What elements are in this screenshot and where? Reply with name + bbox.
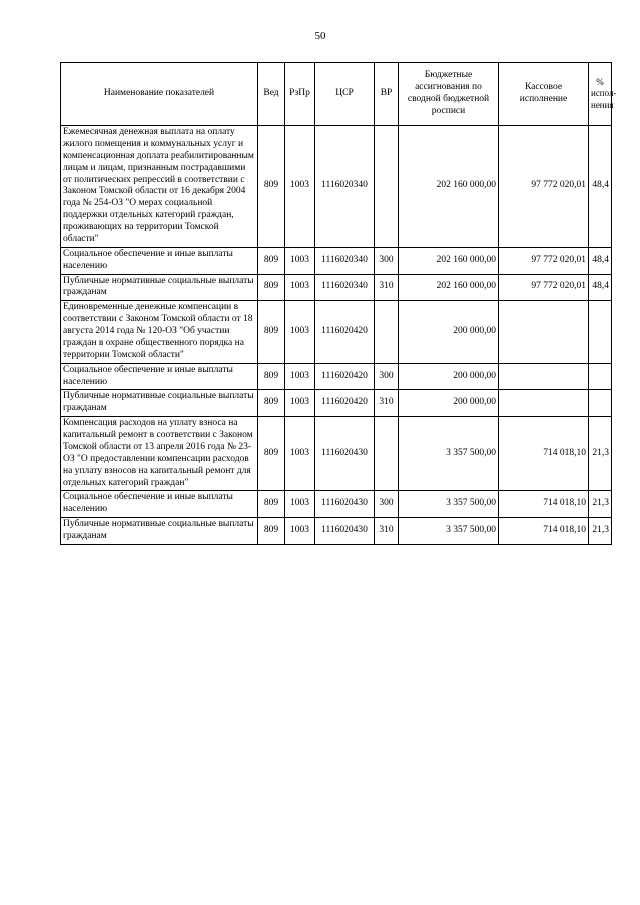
- header-csr: ЦСР: [315, 63, 375, 126]
- row-name: Социальное обеспечение и иные выплаты населению: [61, 491, 258, 518]
- row-budget: 202 160 000,00: [399, 274, 499, 301]
- row-ved: 809: [258, 247, 285, 274]
- row-vr: 300: [375, 491, 399, 518]
- row-budget: 200 000,00: [399, 363, 499, 390]
- row-ved: 809: [258, 126, 285, 248]
- table-row: [61, 301, 612, 363]
- row-ved: 809: [258, 417, 285, 491]
- row-cash: 714 018,10: [499, 417, 589, 491]
- row-ved: 809: [258, 491, 285, 518]
- row-cash: 714 018,10: [499, 518, 589, 545]
- row-rzpr: 1003: [285, 126, 315, 248]
- row-vr: [375, 417, 399, 491]
- row-rzpr: 1003: [285, 274, 315, 301]
- row-percent: 21,3: [589, 518, 612, 545]
- page-number: 50: [314, 30, 326, 42]
- header-vr: ВР: [375, 63, 399, 126]
- row-vr: 310: [375, 390, 399, 417]
- row-rzpr: 1003: [285, 491, 315, 518]
- row-csr: 1116020430: [315, 491, 375, 518]
- row-cash: [499, 363, 589, 390]
- row-name: Ежемесячная денежная выплата на оплату жилого помещения и коммунальных услуг и компенсационная доплата реабилитированным лицам и лицам, признанным пострадавшими от политических репрессий в соответствии с Законом Томской области от 16 декабря 2004 года № 254-ОЗ "О мерах социальной поддержки отдельных категорий граждан, проживающих на территории Томской области": [61, 126, 258, 248]
- row-percent: 48,4: [589, 247, 612, 274]
- table-row: [61, 518, 612, 545]
- row-csr: 1116020420: [315, 390, 375, 417]
- row-budget: 3 357 500,00: [399, 417, 499, 491]
- row-percent: 48,4: [589, 126, 612, 248]
- row-csr: 1116020340: [315, 126, 375, 248]
- row-name: Социальное обеспечение и иные выплаты населению: [61, 247, 258, 274]
- row-rzpr: 1003: [285, 301, 315, 363]
- row-cash: 97 772 020,01: [499, 126, 589, 248]
- row-vr: [375, 126, 399, 248]
- table-row: [61, 491, 612, 518]
- row-rzpr: 1003: [285, 417, 315, 491]
- row-csr: 1116020430: [315, 417, 375, 491]
- row-name: Публичные нормативные социальные выплаты гражданам: [61, 518, 258, 545]
- row-budget: 3 357 500,00: [399, 518, 499, 545]
- row-percent: 21,3: [589, 491, 612, 518]
- row-ved: 809: [258, 301, 285, 363]
- row-vr: 300: [375, 247, 399, 274]
- row-cash: [499, 390, 589, 417]
- table-row: [61, 363, 612, 390]
- row-vr: 300: [375, 363, 399, 390]
- row-csr: 1116020420: [315, 301, 375, 363]
- row-rzpr: 1003: [285, 363, 315, 390]
- row-rzpr: 1003: [285, 518, 315, 545]
- header-ved: Вед: [258, 63, 285, 126]
- row-ved: 809: [258, 363, 285, 390]
- row-csr: 1116020430: [315, 518, 375, 545]
- row-rzpr: 1003: [285, 247, 315, 274]
- header-cash: Кассовое исполнение: [499, 63, 589, 126]
- row-budget: 202 160 000,00: [399, 126, 499, 248]
- row-name: Компенсация расходов на уплату взноса на капитальный ремонт в соответствии с Законом Томской области от 13 апреля 2016 года № 23-ОЗ "О предоставлении компенсации расходов на уплату взносов на капитальный ремонт для отдельных категорий граждан": [61, 417, 258, 491]
- table-row: [61, 390, 612, 417]
- row-percent: [589, 363, 612, 390]
- row-cash: 97 772 020,01: [499, 247, 589, 274]
- row-ved: 809: [258, 274, 285, 301]
- row-rzpr: 1003: [285, 390, 315, 417]
- row-cash: 97 772 020,01: [499, 274, 589, 301]
- row-budget: 202 160 000,00: [399, 247, 499, 274]
- row-name: Единовременные денежные компенсации в соответствии с Законом Томской области от 18 августа 2014 года № 120-ОЗ "Об участии граждан в охране общественного порядка на территории Томской области": [61, 301, 258, 363]
- row-name: Социальное обеспечение и иные выплаты населению: [61, 363, 258, 390]
- row-vr: 310: [375, 274, 399, 301]
- row-csr: 1116020340: [315, 274, 375, 301]
- row-percent: [589, 301, 612, 363]
- row-ved: 809: [258, 390, 285, 417]
- table-row: [61, 274, 612, 301]
- table-row: [61, 417, 612, 491]
- header-rzpr: РзПр: [285, 63, 315, 126]
- row-csr: 1116020420: [315, 363, 375, 390]
- row-budget: 3 357 500,00: [399, 491, 499, 518]
- row-percent: [589, 390, 612, 417]
- row-vr: 310: [375, 518, 399, 545]
- table-row: [61, 126, 612, 248]
- row-percent: 48,4: [589, 274, 612, 301]
- row-budget: 200 000,00: [399, 301, 499, 363]
- budget-table: [60, 62, 617, 545]
- header-row: [61, 63, 612, 126]
- row-name: Публичные нормативные социальные выплаты гражданам: [61, 274, 258, 301]
- row-cash: 714 018,10: [499, 491, 589, 518]
- row-percent: 21,3: [589, 417, 612, 491]
- header-percent: % испол-нения: [589, 63, 612, 126]
- row-budget: 200 000,00: [399, 390, 499, 417]
- row-cash: [499, 301, 589, 363]
- table-row: [61, 247, 612, 274]
- row-csr: 1116020340: [315, 247, 375, 274]
- row-name: Публичные нормативные социальные выплаты гражданам: [61, 390, 258, 417]
- header-name: Наименование показателей: [61, 63, 258, 126]
- row-vr: [375, 301, 399, 363]
- header-budget: Бюджетные ассигнования по сводной бюджетной росписи: [399, 63, 499, 126]
- row-ved: 809: [258, 518, 285, 545]
